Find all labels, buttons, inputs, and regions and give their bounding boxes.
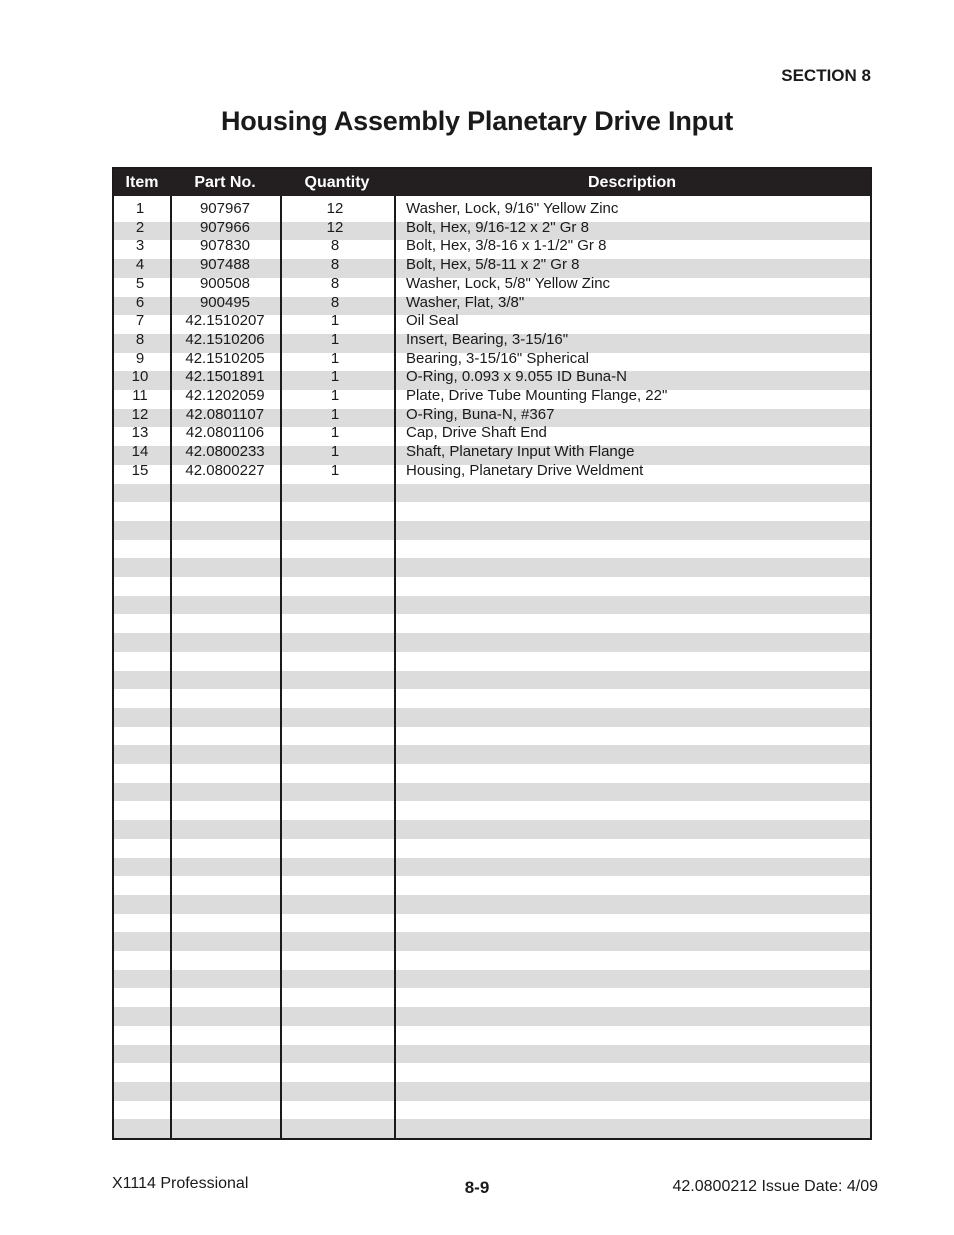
quantity-cell: 12: [326, 218, 344, 236]
row-stripe: [114, 932, 870, 951]
row-stripe: [114, 484, 870, 503]
quantity-cell: 1: [330, 424, 340, 442]
row-stripe: [114, 577, 870, 596]
column-header-description: Description: [587, 174, 676, 191]
row-stripe: [114, 1119, 870, 1138]
row-stripe: [114, 614, 870, 633]
description-cell: Washer, Flat, 3/8": [406, 293, 525, 311]
footer-product-name: X1114 Professional: [112, 1175, 249, 1192]
description-cell: Bearing, 3-15/16" Spherical: [406, 349, 589, 367]
quantity-cell: 1: [330, 368, 340, 386]
column-header-item: Item: [125, 174, 159, 191]
table-row: [114, 387, 870, 406]
quantity-cell: 8: [330, 256, 340, 274]
description-cell: O-Ring, 0.093 x 9.055 ID Buna-N: [406, 368, 627, 386]
item-cell: 4: [135, 256, 145, 274]
part-no-cell: 907830: [199, 237, 251, 255]
description-cell: Shaft, Planetary Input With Flange: [406, 443, 635, 461]
item-cell: 6: [135, 293, 145, 311]
description-cell: Bolt, Hex, 9/16-12 x 2" Gr 8: [406, 218, 589, 236]
row-stripe: [114, 1007, 870, 1026]
item-cell: 12: [131, 405, 149, 423]
part-no-cell: 907967: [199, 200, 251, 217]
row-stripe: [114, 914, 870, 933]
item-cell: 5: [135, 274, 145, 292]
row-stripe: [114, 820, 870, 839]
item-cell: 2: [135, 218, 145, 236]
row-stripe: [114, 876, 870, 895]
row-stripe: [114, 1101, 870, 1120]
row-stripe: [114, 502, 870, 521]
description-cell: Bolt, Hex, 3/8-16 x 1-1/2" Gr 8: [406, 237, 607, 255]
part-no-cell: 42.1501891: [185, 368, 265, 386]
part-no-cell: 907488: [199, 256, 251, 274]
page-title: Housing Assembly Planetary Drive Input: [220, 106, 734, 136]
row-stripe: [114, 596, 870, 615]
table-row: [114, 219, 870, 238]
item-cell: 13: [131, 424, 149, 442]
row-stripe: [114, 970, 870, 989]
quantity-cell: 1: [330, 330, 340, 348]
quantity-cell: 1: [330, 312, 340, 330]
row-stripe: [114, 652, 870, 671]
table-row: [114, 368, 870, 387]
footer-doc-info: 42.0800212 Issue Date: 4/09: [672, 1178, 878, 1195]
row-stripe: [114, 558, 870, 577]
description-cell: Bolt, Hex, 5/8-11 x 2" Gr 8: [406, 256, 580, 274]
row-stripe: [114, 521, 870, 540]
table-row: [114, 443, 870, 462]
section-label: SECTION 8: [781, 66, 871, 85]
table-row: [114, 256, 870, 275]
item-cell: 11: [132, 387, 148, 404]
table-row: [114, 350, 870, 369]
quantity-cell: 1: [330, 349, 340, 367]
parts-table: [112, 167, 872, 1140]
description-cell: Washer, Lock, 9/16" Yellow Zinc: [406, 200, 619, 217]
row-stripe: [114, 671, 870, 690]
row-stripe: [114, 689, 870, 708]
item-cell: 1: [135, 200, 145, 217]
description-cell: Plate, Drive Tube Mounting Flange, 22": [406, 387, 668, 404]
quantity-cell: 8: [330, 237, 340, 255]
row-stripe: [114, 727, 870, 746]
row-stripe: [114, 708, 870, 727]
item-cell: 7: [135, 312, 145, 330]
part-no-cell: 907966: [199, 218, 251, 236]
part-no-cell: 42.1202059: [185, 387, 265, 404]
row-stripe: [114, 801, 870, 820]
quantity-cell: 1: [330, 387, 340, 404]
part-no-cell: 42.0800233: [185, 443, 265, 461]
table-row: [114, 312, 870, 331]
table-row: [114, 200, 870, 219]
footer-page-number: 8-9: [464, 1178, 490, 1197]
description-cell: Cap, Drive Shaft End: [406, 424, 547, 442]
table-row: [114, 331, 870, 350]
table-row: [114, 275, 870, 294]
quantity-cell: 1: [330, 461, 340, 479]
item-cell: 14: [131, 443, 149, 461]
quantity-cell: 1: [330, 405, 340, 423]
description-cell: Housing, Planetary Drive Weldment: [406, 461, 644, 479]
row-stripe: [114, 951, 870, 970]
quantity-cell: 1: [330, 443, 340, 461]
row-stripe: [114, 1082, 870, 1101]
row-stripe: [114, 1063, 870, 1082]
row-stripe: [114, 895, 870, 914]
description-cell: Insert, Bearing, 3-15/16": [406, 330, 569, 348]
row-stripe: [114, 745, 870, 764]
row-stripe: [114, 858, 870, 877]
item-cell: 15: [131, 461, 149, 479]
table-row: [114, 424, 870, 443]
part-no-cell: 42.1510206: [185, 330, 265, 348]
item-cell: 8: [135, 330, 145, 348]
row-stripe: [114, 988, 870, 1007]
quantity-cell: 12: [326, 200, 344, 217]
part-no-cell: 900508: [199, 274, 251, 292]
item-cell: 10: [131, 368, 149, 386]
description-cell: O-Ring, Buna-N, #367: [406, 405, 555, 423]
table-row: [114, 237, 870, 256]
part-no-cell: 42.0801106: [185, 424, 265, 442]
table-row: [114, 462, 870, 481]
part-no-cell: 42.0801107: [185, 405, 265, 423]
table-row: [114, 294, 870, 313]
column-header-part-no: Part No.: [194, 174, 256, 191]
row-stripe: [114, 633, 870, 652]
part-no-cell: 42.1510207: [185, 312, 265, 330]
row-stripe: [114, 540, 870, 559]
row-stripe: [114, 764, 870, 783]
quantity-cell: 8: [330, 293, 340, 311]
table-header: [114, 169, 870, 196]
item-cell: 9: [135, 349, 145, 367]
part-no-cell: 42.0800227: [185, 461, 265, 479]
row-stripe: [114, 1138, 870, 1157]
part-no-cell: 900495: [199, 293, 251, 311]
column-header-quantity: Quantity: [304, 174, 370, 191]
quantity-cell: 8: [330, 274, 340, 292]
table-row: [114, 406, 870, 425]
row-stripe: [114, 839, 870, 858]
row-stripe: [114, 1045, 870, 1064]
description-cell: Washer, Lock, 5/8" Yellow Zinc: [406, 274, 611, 292]
row-stripe: [114, 1026, 870, 1045]
part-no-cell: 42.1510205: [185, 349, 265, 367]
item-cell: 3: [135, 237, 145, 255]
description-cell: Oil Seal: [406, 312, 459, 330]
row-stripe: [114, 783, 870, 802]
